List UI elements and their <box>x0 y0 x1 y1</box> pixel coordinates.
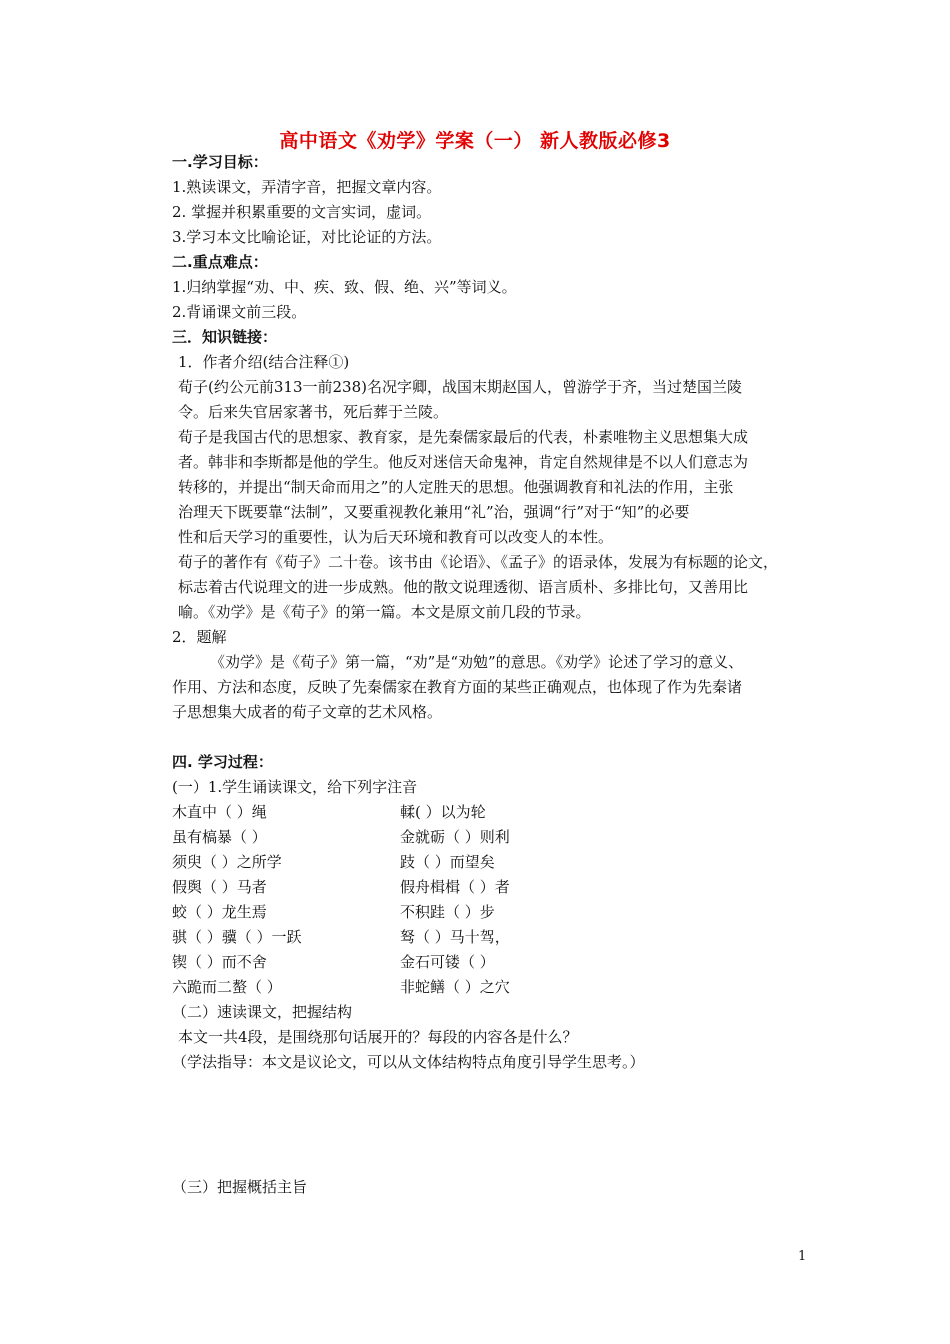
text-line: 3.学习本文比喻论证，对比论证的方法。 <box>172 228 442 246</box>
document-body <box>172 150 812 1200</box>
pinyin-row: 六跪而二螯（ ） 非蛇鳝（ ）之穴 <box>172 978 510 996</box>
pinyin-row: 虽有槁暴（ ） 金就砺（ ）则利 <box>172 828 510 846</box>
text-line: 令。后来失官居家著书，死后葬于兰陵。 <box>178 403 449 421</box>
text-line: 治理天下既要靠“法制”，又要重视教化兼用“礼”治，强调“行”对于“知”的必要 <box>178 503 690 521</box>
section-heading: 一.学习目标： <box>172 153 268 171</box>
text-line: 性和后天学习的重要性，认为后天环境和教育可以改变人的本性。 <box>178 528 614 546</box>
text-line: 荀子的著作有《荀子》二十卷。该书由《论语》、《孟子》的语录体，发展为有标题的论文， <box>178 553 779 571</box>
pinyin-row: 锲（ ）而不舍 金石可镂（ ） <box>172 953 495 971</box>
text-line: 《劝学》是《荀子》第一篇，“劝”是“劝勉”的意思。《劝学》论述了学习的意义、 <box>210 653 744 671</box>
subheading: (一）1.学生诵读课文，给下列字注音 <box>172 778 418 796</box>
text-line: 荀子(约公元前313一前238)名况字卿，战国末期赵国人，曾游学于齐，当过楚国兰陵 <box>178 378 742 396</box>
text-line: 喻。《劝学》是《荀子》的第一篇。本文是原文前几段的节录。 <box>178 603 591 621</box>
question-text: 本文一共4段，是围绕那句话展开的？每段的内容各是什么？ <box>178 1028 578 1046</box>
page-number: 1 <box>798 1249 807 1264</box>
guide-text: （学法指导：本文是议论文，可以从文体结构特点角度引导学生思考。） <box>172 1053 645 1071</box>
pinyin-row: 假舆（ ）马者 假舟楫楫（ ）者 <box>172 878 510 896</box>
subheading: 1．作者介绍(结合注释①) <box>178 353 350 371</box>
section-heading: 二.重点难点： <box>172 253 268 271</box>
subheading: （三）把握概括主旨 <box>172 1178 308 1196</box>
pinyin-row: 须臾（ ）之所学 跂（ ）而望矣 <box>172 853 495 871</box>
pinyin-row: 木直中（ ）绳 輮( ）以为轮 <box>172 803 486 821</box>
text-line: 者。韩非和李斯都是他的学生。他反对迷信天命鬼神，肯定自然规律是不以人们意志为 <box>178 453 749 471</box>
text-line: 转移的，并提出“制天命而用之”的人定胜天的思想。他强调教育和礼法的作用，主张 <box>178 478 734 496</box>
pinyin-row: 蛟（ ）龙生焉 不积跬（ ）步 <box>172 903 495 921</box>
text-line: 1.熟读课文，弄清字音，把握文章内容。 <box>172 178 442 196</box>
text-line: 标志着古代说理文的进一步成熟。他的散文说理透彻、语言质朴、多排比句，又善用比 <box>178 578 749 596</box>
text-line: 作用、方法和态度，反映了先秦儒家在教育方面的某些正确观点，也体现了作为先秦诸 <box>172 678 743 696</box>
text-line: 子思想集大成者的荀子文章的艺术风格。 <box>172 703 443 721</box>
subheading: （二）速读课文，把握结构 <box>172 1003 353 1021</box>
subheading: 2．题解 <box>172 628 227 646</box>
text-line: 荀子是我国古代的思想家、教育家，是先秦儒家最后的代表，朴素唯物主义思想集大成 <box>178 428 749 446</box>
text-line: 2.背诵课文前三段。 <box>172 303 307 321</box>
text-line: 2. 掌握并积累重要的文言实词，虚词。 <box>172 203 432 221</box>
text-line: 1.归纳掌握“劝、中、疾、致、假、绝、兴”等词义。 <box>172 278 517 296</box>
document-title: 高中语文《劝学》学案（一） 新人教版必修3 <box>279 130 671 152</box>
pinyin-row: 骐（ ）骥（ ）一跃 驽（ ）马十驾， <box>172 928 510 946</box>
section-heading: 四. 学习过程： <box>172 753 273 771</box>
section-heading: 三．知识链接： <box>172 328 278 346</box>
